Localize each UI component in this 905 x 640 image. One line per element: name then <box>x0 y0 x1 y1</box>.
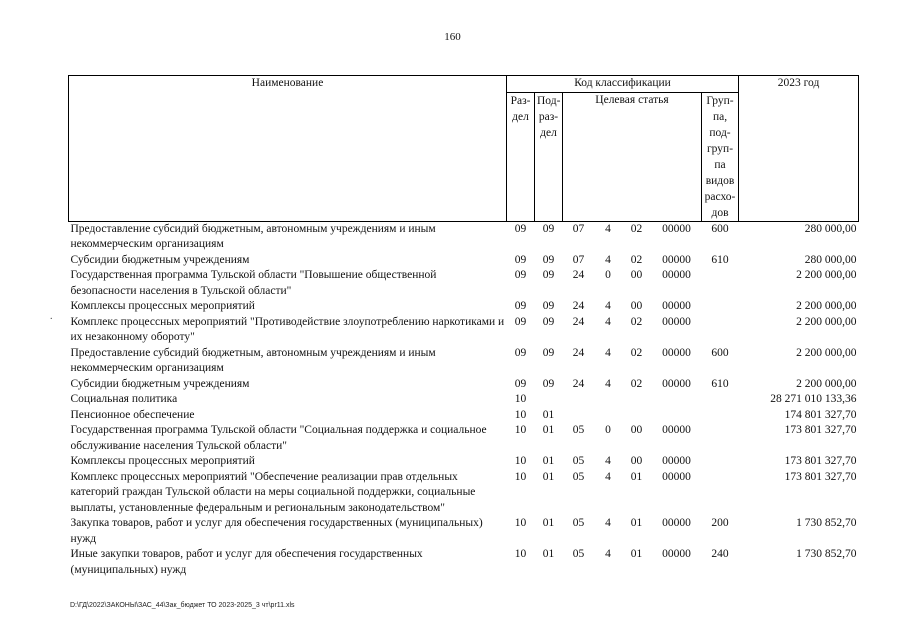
table-row <box>69 408 859 424</box>
row-name: Субсидии бюджетным учреждениям <box>70 253 250 266</box>
row-program: 24 <box>572 269 585 281</box>
header-expense-group: Груп- па, под- груп- па видов расхо- дов <box>702 92 739 221</box>
table-row <box>69 423 859 454</box>
margin-mark: . <box>50 311 53 322</box>
row-subprogram-type: 4 <box>605 346 611 359</box>
row-section: 09 <box>514 222 527 235</box>
row-subprogram-type: 4 <box>605 222 611 235</box>
row-direction: 00000 <box>662 300 691 312</box>
row-name: Пенсионное обеспечение <box>70 408 195 421</box>
table-row <box>69 315 859 346</box>
row-section: 10 <box>514 455 527 467</box>
row-subprogram: 02 <box>630 222 643 235</box>
row-subprogram-type: 0 <box>605 269 611 281</box>
row-subprogram: 01 <box>630 548 643 560</box>
row-direction: 00000 <box>662 455 691 467</box>
row-section: 10 <box>514 424 527 436</box>
row-amount: 280 000,00 <box>804 253 857 266</box>
row-expense-type <box>702 315 739 346</box>
row-program: 05 <box>572 455 585 467</box>
row-amount: 2 200 000,00 <box>796 269 857 281</box>
row-expense-type: 240 <box>711 548 729 560</box>
row-program: 24 <box>572 346 585 359</box>
row-subprogram-type: 4 <box>605 253 611 266</box>
row-section: 10 <box>514 470 527 483</box>
row-direction: 00000 <box>662 377 691 390</box>
row-name: Государственная программа Тульской области "Повышение общественной безопасности населения в Тульской области" <box>70 269 437 297</box>
table-row <box>69 377 859 393</box>
row-amount: 28 271 010 133,36 <box>770 393 857 405</box>
row-subprogram: 02 <box>630 253 643 266</box>
row-name: Предоставление субсидий бюджетным, автономным учреждениям и иным некоммерческим организациям <box>70 346 436 374</box>
row-subprogram-type: 4 <box>605 455 611 467</box>
row-subsection: 01 <box>542 455 555 467</box>
row-name: Комплексы процессных мероприятий <box>70 300 255 312</box>
row-name: Субсидии бюджетным учреждениям <box>70 377 250 390</box>
page-number: 160 <box>444 31 461 43</box>
row-section: 10 <box>514 393 527 405</box>
row-direction: 00000 <box>662 253 691 266</box>
row-program: 07 <box>572 222 585 235</box>
row-subprogram-type: 4 <box>605 517 611 529</box>
row-section: 09 <box>514 300 527 312</box>
row-subprogram: 01 <box>630 517 643 529</box>
row-direction: 00000 <box>662 269 691 281</box>
table-row <box>69 268 859 299</box>
header-section: Раз- дел <box>507 92 535 221</box>
row-subprogram-type <box>595 392 622 408</box>
row-name: Закупка товаров, работ и услуг для обеспечения государственных (муниципальных) нужд <box>70 517 483 545</box>
row-subprogram-type: 4 <box>605 470 611 483</box>
row-amount: 1 730 852,70 <box>796 517 857 529</box>
table-row <box>69 454 859 470</box>
row-subprogram-type: 4 <box>605 315 611 328</box>
header-name: Наименование <box>69 76 507 222</box>
row-subprogram: 02 <box>630 315 643 328</box>
row-expense-type <box>702 299 739 315</box>
table-row <box>69 470 859 517</box>
row-subprogram: 00 <box>630 455 643 467</box>
row-subsection: 01 <box>542 548 555 560</box>
row-subprogram: 00 <box>630 269 643 281</box>
row-direction: 00000 <box>662 222 691 235</box>
row-subprogram-type: 0 <box>605 424 611 436</box>
table-row <box>69 221 859 253</box>
row-program: 24 <box>572 300 585 312</box>
row-name: Комплекс процессных мероприятий "Противодействие злоупотреблению наркотиками и их незаконному обороту" <box>70 315 505 343</box>
row-section: 09 <box>514 315 527 328</box>
row-amount: 280 000,00 <box>804 222 857 235</box>
row-expense-type <box>702 470 739 517</box>
row-section: 09 <box>514 253 527 266</box>
row-direction: 00000 <box>662 315 691 328</box>
row-name: Иные закупки товаров, работ и услуг для обеспечения государственных (муниципальных) нужд <box>70 548 423 576</box>
row-expense-type <box>702 268 739 299</box>
row-program: 07 <box>572 253 585 266</box>
row-program: 05 <box>572 470 585 483</box>
row-section: 09 <box>514 269 527 281</box>
row-program: 05 <box>572 548 585 560</box>
row-subsection: 09 <box>542 300 555 312</box>
row-subprogram-type <box>595 408 622 424</box>
row-amount: 174 801 327,70 <box>784 408 857 421</box>
row-amount: 2 200 000,00 <box>796 300 857 312</box>
row-subprogram-type: 4 <box>605 377 611 390</box>
row-direction: 00000 <box>662 424 691 436</box>
row-amount: 173 801 327,70 <box>784 424 857 436</box>
table-row <box>69 253 859 269</box>
row-direction: 00000 <box>662 548 691 560</box>
row-subsection: 09 <box>542 269 555 281</box>
row-amount: 173 801 327,70 <box>784 455 857 467</box>
row-subprogram-type: 4 <box>605 300 611 312</box>
row-subprogram-type: 4 <box>605 548 611 560</box>
row-section: 10 <box>514 548 527 560</box>
row-subsection: 09 <box>542 222 555 235</box>
row-amount: 2 200 000,00 <box>796 315 857 328</box>
row-amount: 173 801 327,70 <box>784 470 857 483</box>
row-name: Комплекс процессных мероприятий "Обеспечение реализации прав отдельных категорий граждан Тульской области на меры социальной поддержки, социальные выплаты, установленные федеральным и региональным законодательством" <box>70 470 476 514</box>
row-program: 24 <box>572 377 585 390</box>
row-subsection: 01 <box>542 517 555 529</box>
table-row <box>69 346 859 377</box>
row-direction <box>652 408 702 424</box>
header-year: 2023 год <box>739 76 859 222</box>
table-row <box>69 516 859 547</box>
row-program: 05 <box>572 517 585 529</box>
header-target-article: Целевая статья <box>563 92 702 221</box>
row-expense-type: 610 <box>711 253 729 266</box>
row-amount: 2 200 000,00 <box>796 377 857 390</box>
row-expense-type <box>702 423 739 454</box>
row-amount: 1 730 852,70 <box>796 548 857 560</box>
row-name: Социальная политика <box>70 393 178 405</box>
row-subsection: 09 <box>542 253 555 266</box>
budget-table <box>68 75 859 578</box>
row-expense-type: 200 <box>711 517 729 529</box>
row-subsection: 09 <box>542 315 555 328</box>
row-expense-type: 610 <box>711 377 729 390</box>
row-direction: 00000 <box>662 517 691 529</box>
row-expense-type: 600 <box>711 222 729 235</box>
row-expense-type: 600 <box>711 346 729 359</box>
row-subsection: 09 <box>542 377 555 390</box>
row-section: 10 <box>514 408 527 421</box>
row-subprogram: 01 <box>630 470 643 483</box>
row-direction: 00000 <box>662 346 691 359</box>
row-program: 24 <box>572 315 585 328</box>
header-subsection: Под- раз- дел <box>535 92 563 221</box>
row-direction: 00000 <box>662 470 691 483</box>
table-row <box>69 299 859 315</box>
table-row <box>69 547 859 578</box>
row-subprogram: 00 <box>630 300 643 312</box>
row-name: Предоставление субсидий бюджетным, автономным учреждениям и иным некоммерческим организациям <box>70 222 436 250</box>
row-name: Комплексы процессных мероприятий <box>70 455 255 467</box>
row-subsection: 09 <box>542 346 555 359</box>
row-subprogram: 02 <box>630 377 643 390</box>
row-subprogram <box>622 392 652 408</box>
row-subprogram: 00 <box>630 424 643 436</box>
row-section: 09 <box>514 377 527 390</box>
row-section: 10 <box>514 517 527 529</box>
row-subsection: 01 <box>542 424 555 436</box>
row-program <box>563 392 595 408</box>
row-amount: 2 200 000,00 <box>796 346 857 359</box>
row-subsection: 01 <box>542 408 555 421</box>
row-program: 05 <box>572 424 585 436</box>
row-name: Государственная программа Тульской области "Социальная поддержка и социальное обслуживание населения Тульской области" <box>70 424 487 452</box>
row-direction <box>652 392 702 408</box>
row-subsection <box>535 392 563 408</box>
file-path-footer: D:\ГД\2022\ЗАКОНЫ\ЗАС_44\Зак_бюджет ТО 2023-2025_3 чт\pr11.xls <box>70 602 295 609</box>
row-expense-type <box>702 392 739 408</box>
row-section: 09 <box>514 346 527 359</box>
row-subprogram <box>622 408 652 424</box>
row-expense-type <box>702 454 739 470</box>
row-subsection: 01 <box>542 470 555 483</box>
header-code-group: Код классификации <box>507 76 739 93</box>
row-subprogram: 02 <box>630 346 643 359</box>
row-program <box>563 408 595 424</box>
row-expense-type <box>702 408 739 424</box>
table-row <box>69 392 859 408</box>
